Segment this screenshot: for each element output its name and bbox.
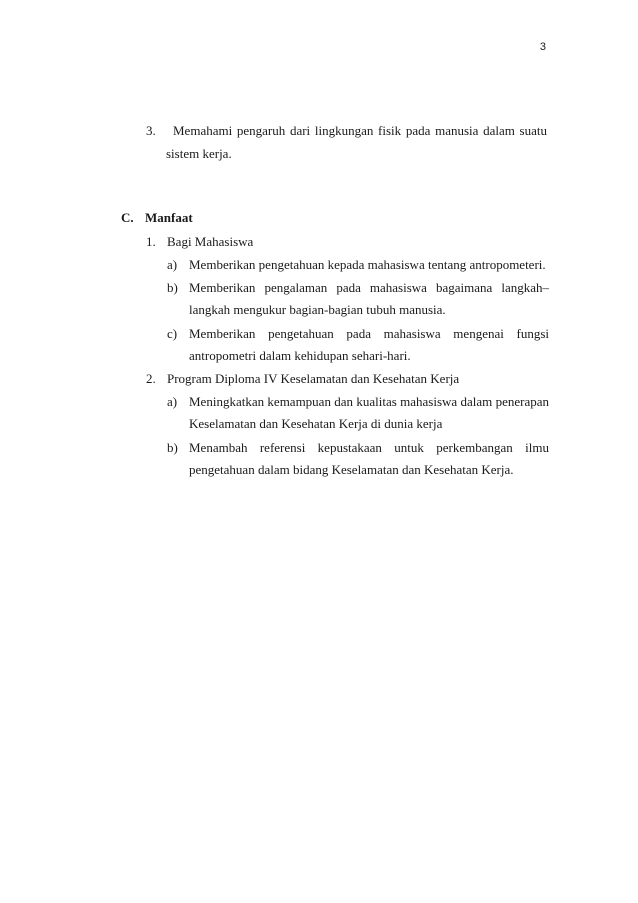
subitem-text: Menambah referensi kepustakaan untuk perkembangan ilmu xyxy=(189,440,549,455)
list-item-text-continued: sistem kerja. xyxy=(166,146,232,161)
subitem-letter: b) xyxy=(167,280,178,295)
subitem-letter: c) xyxy=(167,326,178,341)
list-item-text: Memahami pengaruh dari lingkungan fisik pada manusia dalam suatu xyxy=(173,123,547,138)
subitem-text: Memberikan pengetahuan kepada mahasiswa tentang antropometeri. xyxy=(189,257,546,272)
list-item-heading: Bagi Mahasiswa xyxy=(167,234,254,249)
list-item-number: 3. xyxy=(146,123,156,138)
list-item-number: 1. xyxy=(146,234,156,249)
section-heading: Manfaat xyxy=(145,210,193,225)
subitem-letter: b) xyxy=(167,440,178,455)
subitem-text-continued: langkah mengukur bagian-bagian tubuh manusia. xyxy=(189,302,446,317)
list-item-heading: Program Diploma IV Keselamatan dan Kesehatan Kerja xyxy=(167,371,460,386)
subitem-text-continued: pengetahuan dalam bidang Keselamatan dan Kesehatan Kerja. xyxy=(189,462,514,477)
page-number: 3 xyxy=(539,41,546,53)
section-label: C. xyxy=(121,210,134,225)
subitem-text: Memberikan pengalaman pada mahasiswa bagaimana langkah– xyxy=(189,280,549,295)
subitem-text-continued: Keselamatan dan Kesehatan Kerja di dunia kerja xyxy=(189,416,443,431)
subitem-letter: a) xyxy=(167,257,178,272)
subitem-text: Memberikan pengetahuan pada mahasiswa mengenai fungsi xyxy=(189,326,549,341)
subitem-text: Meningkatkan kemampuan dan kualitas mahasiswa dalam penerapan xyxy=(189,394,549,409)
list-item-number: 2. xyxy=(146,371,156,386)
subitem-text-continued: antropometri dalam kehidupan sehari-hari. xyxy=(189,348,411,363)
subitem-letter: a) xyxy=(167,394,178,409)
